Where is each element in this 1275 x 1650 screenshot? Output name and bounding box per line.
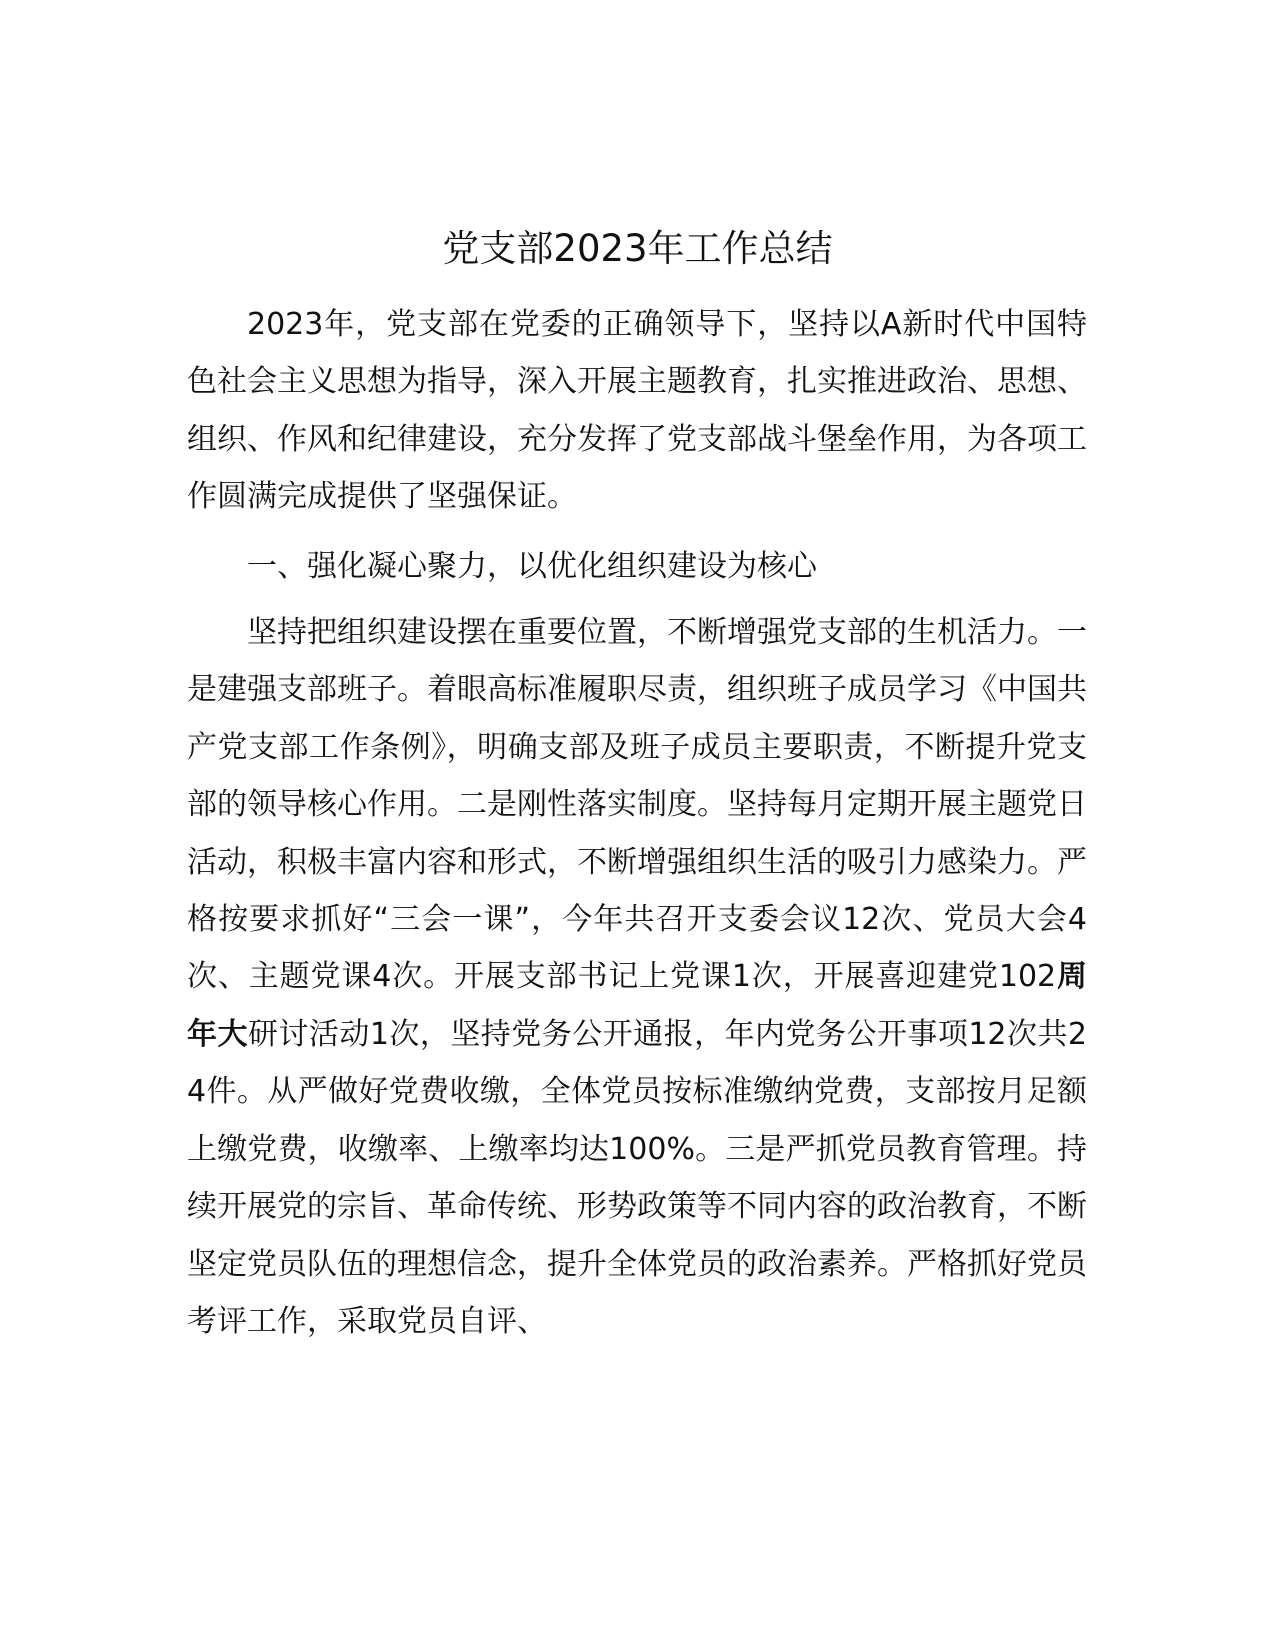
section-1-bold-text: 周年大 xyxy=(187,959,1088,1052)
intro-paragraph: 2023年，党支部在党委的正确领导下，坚持以A新时代中国特色社会主义思想为指导，深入开展主题教育，扎实推进政治、思想、组织、作风和纪律建设，充分发挥了党支部战斗堡垒作用，为各项工作圆满完成提供了坚强保证。 xyxy=(187,307,1087,515)
section-1-text-part1: 坚持把组织建设摆在重要位置，不断增强党支部的生机活力。一是建强支部班子。着眼高标准履职尽责，组织班子成员学习《中国共产党支部工作条例》，明确支部及班子成员主要职责，不断提升党支部的领导核心作用。二是刚性落实制度。坚持每月定期开展主题党日活动，积极丰富内容和形式，不断增强组织生活的吸引力感染力。严格按要求抓好“三会一课”，今年共召开支委会议12次、党员大会4次、主题党课4次。开展支部书记上党课1次，开展喜迎建党102 xyxy=(187,615,1087,995)
document-body xyxy=(187,296,1087,1350)
document-title: 党支部2023年工作总结 xyxy=(442,227,833,270)
section-1-text-part2: 研讨活动1次，坚持党务公开通报，年内党务公开事项12次共24件。从严做好党费收缴，全体党员按标准缴纳党费，支部按月足额上缴党费，收缴率、上缴率均达100%。三是严抓党员教育管理。持续开展党的宗旨、革命传统、形势政策等不同内容的政治教育，不断坚定党员队伍的理想信念，提升全体党员的政治素养。严格抓好党员考评工作，采取党员自评、 xyxy=(187,1016,1087,1339)
section-1-paragraph xyxy=(187,604,1087,1350)
section-heading-1: 一、强化凝心聚力，以优化组织建设为核心 xyxy=(247,548,817,584)
